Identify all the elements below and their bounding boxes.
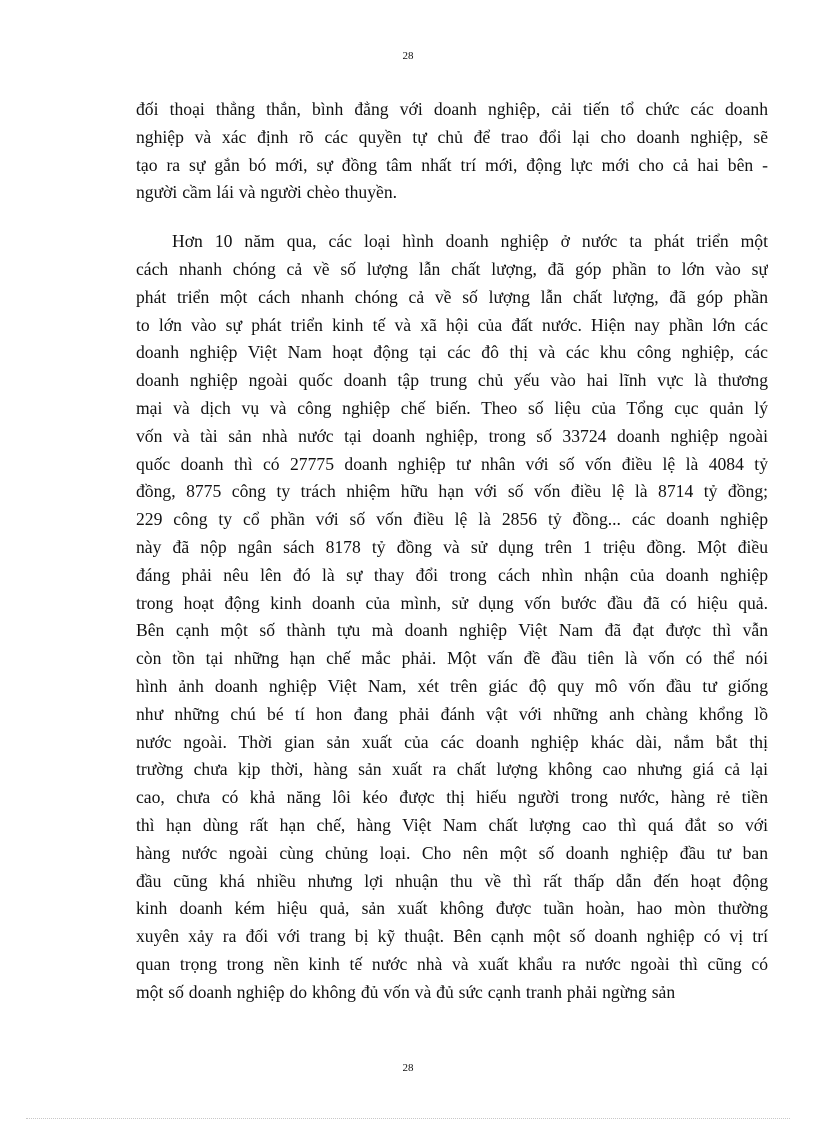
text-line: kinh doanh kém hiệu quả, sản xuất không được tuần hoàn, hao mòn thường (136, 898, 768, 919)
text-line: đáng phải nêu lên đó là sự thay đổi trong cách nhìn nhận của doanh nghiệp (136, 564, 768, 585)
text-line: hàng nước ngoài cùng chủng loại. Cho nên một số doanh nghiệp đầu tư ban (136, 842, 768, 863)
footer-page-number: 28 (402, 1062, 414, 1074)
text-line: nghiệp và xác định rõ các quyền tự chủ để trao đổi lại cho doanh nghiệp, sẽ (136, 126, 768, 147)
text-line: hình ảnh doanh nghiệp Việt Nam, xét trên giác độ quy mô vốn đầu tư giống (136, 675, 768, 696)
text-line: doanh nghiệp ngoài quốc doanh tập trung chủ yếu vào hai lĩnh vực là thương (136, 370, 768, 391)
text-line: phát triển một cách nhanh chóng cả về số lượng lẫn chất lượng, đã góp phần (136, 286, 768, 307)
text-line: còn tồn tại những hạn chế mắc phải. Một vấn đề đầu tiên là vốn có thể nói (136, 648, 768, 669)
text-line: thì hạn dùng rất hạn chế, hàng Việt Nam chất lượng cao thì quá đắt so với (136, 814, 768, 835)
paragraph (136, 96, 768, 207)
text-line: xuyên xảy ra đối với trang bị kỹ thuật. Bên cạnh một số doanh nghiệp có vị trí (136, 926, 768, 947)
text-line: trường chưa kịp thời, hàng sản xuất ra chất lượng không cao nhưng giá cả lại (136, 759, 768, 780)
text-line: to lớn vào sự phát triển kinh tế và xã hội của đất nước. Hiện nay phần lớn các (136, 314, 768, 335)
text-line: đầu cũng khá nhiều nhưng lợi nhuận thu về thì rất thấp dẫn đến hoạt động (136, 870, 768, 891)
page-bottom-rule (26, 1118, 790, 1119)
text-line: trong hoạt động kinh doanh của mình, sử dụng vốn bước đầu đã có hiệu quả. (136, 592, 768, 613)
text-line: đối thoại thẳng thắn, bình đẳng với doanh nghiệp, cải tiến tổ chức các doanh (136, 99, 768, 119)
paragraph (136, 228, 768, 1006)
text-line: này đã nộp ngân sách 8178 tỷ đồng và sử dụng trên 1 triệu đồng. Một điều (136, 536, 768, 557)
text-line: tạo ra sự gắn bó mới, sự đồng tâm nhất trí mới, động lực mới cho cả hai bên - (136, 154, 768, 175)
text-line: Bên cạnh một số thành tựu mà doanh nghiệp Việt Nam đã đạt được thì vẫn (136, 620, 768, 641)
header-page-number: 28 (402, 50, 414, 62)
text-line: quốc doanh thì có 27775 doanh nghiệp tư nhân với số vốn điều lệ là 4084 tỷ (136, 453, 768, 474)
text-line: như những chú bé tí hon đang phải đánh vật với những anh chàng khổng lồ (136, 703, 768, 724)
text-line: 229 công ty cổ phần với số vốn điều lệ là 2856 tỷ đồng... các doanh nghiệp (136, 509, 768, 530)
text-line: doanh nghiệp Việt Nam hoạt động tại các đô thị và các khu công nghiệp, các (136, 342, 768, 363)
text-line: người cầm lái và người chèo thuyền. (136, 182, 398, 203)
text-line: mại và dịch vụ và công nghiệp chế biến. Theo số liệu của Tổng cục quản lý (136, 397, 768, 418)
text-line: đồng, 8775 công ty trách nhiệm hữu hạn với số vốn điều lệ là 8714 tỷ đồng; (136, 481, 768, 502)
text-line: một số doanh nghiệp do không đủ vốn và đủ sức cạnh tranh phải ngừng sản (136, 981, 676, 1002)
text-line: Hơn 10 năm qua, các loại hình doanh nghiệp ở nước ta phát triển một (172, 231, 768, 252)
text-line: vốn và tài sản nhà nước tại doanh nghiệp, trong số 33724 doanh nghiệp ngoài (136, 425, 768, 446)
text-line: quan trọng trong nền kinh tế nước nhà và xuất khẩu ra nước ngoài thì cũng có (136, 953, 768, 974)
text-line: cách nhanh chóng cả về số lượng lẫn chất lượng, đã góp phần to lớn vào sự (136, 258, 768, 279)
document-body (136, 96, 768, 1007)
text-line: cao, chưa có khả năng lôi kéo được thị hiếu người trong nước, hàng rẻ tiền (136, 787, 768, 808)
text-line: nước ngoài. Thời gian sản xuất của các doanh nghiệp khác dài, nắm bắt thị (136, 731, 768, 752)
